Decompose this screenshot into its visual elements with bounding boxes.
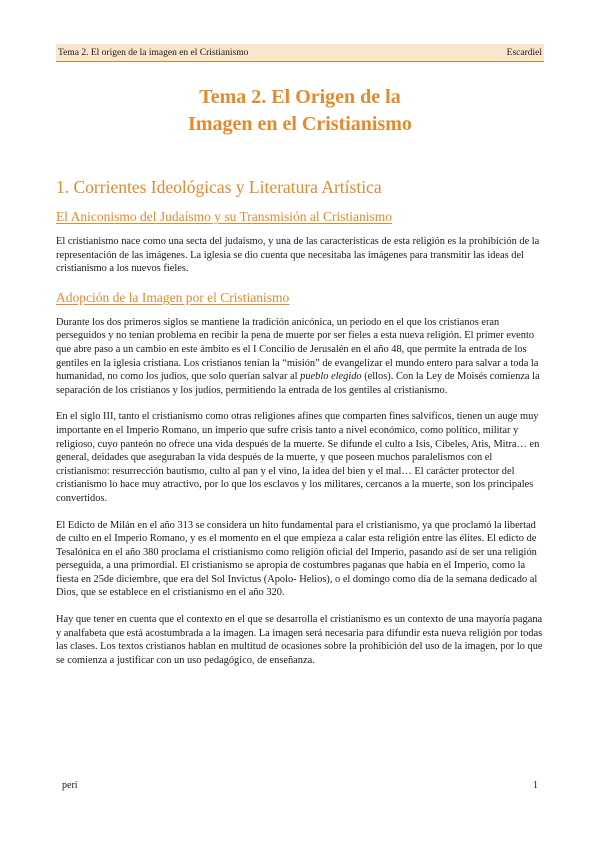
paragraph-adopcion-3: El Edicto de Milán en el año 313 se considera un hito fundamental para el cristianismo, ya que proclamó la libertad de culto en el Imperio Romano, y es el momento en el que empieza a calar esta religión entre las élites. El edicto de Tesalónica en el año 380 proclama el cristianismo como religión oficial del Imperio, pasando así de ser una religión perseguida, a una primordial. El cristianismo se apropia de costumbres paganas que había en el Imperio, como la fiesta en 25de diciembre, que era del Sol Invictus (Apolo- Helios), o el domingo como día de la semana dedicado al Dios, que se establece en el cristianismo en el año 320. [56,519,538,599]
document-title-line-2: Imagen en el Cristianismo [188,113,412,135]
paragraph-adopcion-1-part-a: Durante los dos primeros siglos se mantiene la tradición anicónica, un periodo en el que los cristianos eran perseguidos y no tenían problema en recibir la pena de muerte por ser fieles a esta nueva religión. El primer evento que abre paso a un cambio en este ámbito es el I Concilio de Jerusalén en el año 48, que permite la entrada de los gentiles en la iglesia cristiana. Los cristianos tenían la “misión” de evangelizar el mundo entero para salvar a toda la humanidad, no como los judíos, que solo querían salvar al [56,316,539,383]
paragraph-adopcion-4: Hay que tener en cuenta que el contexto en el que se desarrolla el cristianismo es un contexto de una mayoría pagana y analfabeta que está acostumbrada a la imagen. La imagen será necesaria para difundir esta nueva religión por todas las clases. Los textos cristianos hablan en multitud de ocasiones sobre la prohibición del uso de la imagen, por lo que se comienza a justificar con un uso pedagógico, de enseñanza. [56,614,543,666]
paragraph-adopcion-1 [56,316,544,398]
subsection-heading-adopcion: Adopción de la Imagen por el Cristianismo [56,289,290,305]
footer-label: peri [62,780,78,791]
paragraph-adopcion-2: En el siglo III, tanto el cristianismo como otras religiones afines que comparten fines salvíficos, tienen un auge muy importante en el Imperio Romano, un imperio que sufre crisis tanto a nivel económico, como político, militar y religioso, cuyo panteón no ofrece una vida después de la muerte. Se difunde el culto a Isis, Cibeles, Atis, Mitra… en general, deidades que aseguraban la vida después de la muerte, y que poseen muchos paralelismos con el cristianismo: resurrección bautismo, culto al pan y el vino, la idea del bien y el mal… El carácter protector del cristianismo lo hace muy atractivo, por lo que los esclavos y los militares, cercanos a la muerte, son los principales convertidos. [56,411,540,504]
document-body [56,176,544,667]
header-author: Escardiel [506,47,542,58]
subsection-heading-aniconismo: El Aniconismo del Judaísmo y su Transmisión al Cristianismo [56,209,393,224]
italic-pueblo-elegido: pueblo elegido [300,371,362,383]
document-title [56,84,544,138]
paragraph-adopcion-1-part-b: (ellos). Con la Ley de Moisés comienza la separación de los cristianos y los judíos, permitiendo la entrada de los gentiles al cristianismo. [56,371,540,396]
running-footer [56,780,544,791]
paragraph-aniconismo: El cristianismo nace como una secta del judaísmo, y una de las características de esta religión es la prohibición de la representación de las imágenes. La iglesia se dio cuenta que necesitaba las imágenes para transmitir las ideas del cristianismo a los nuevos fieles. [56,236,540,275]
page-number: 1 [533,780,538,791]
document-title-line-1: Tema 2. El Origen de la [199,86,401,108]
header-chapter-title: Tema 2. El origen de la imagen en el Cristianismo [58,47,249,58]
running-header [56,44,544,62]
section-heading-corrientes: 1. Corrientes Ideológicas y Literatura Artística [56,177,382,197]
